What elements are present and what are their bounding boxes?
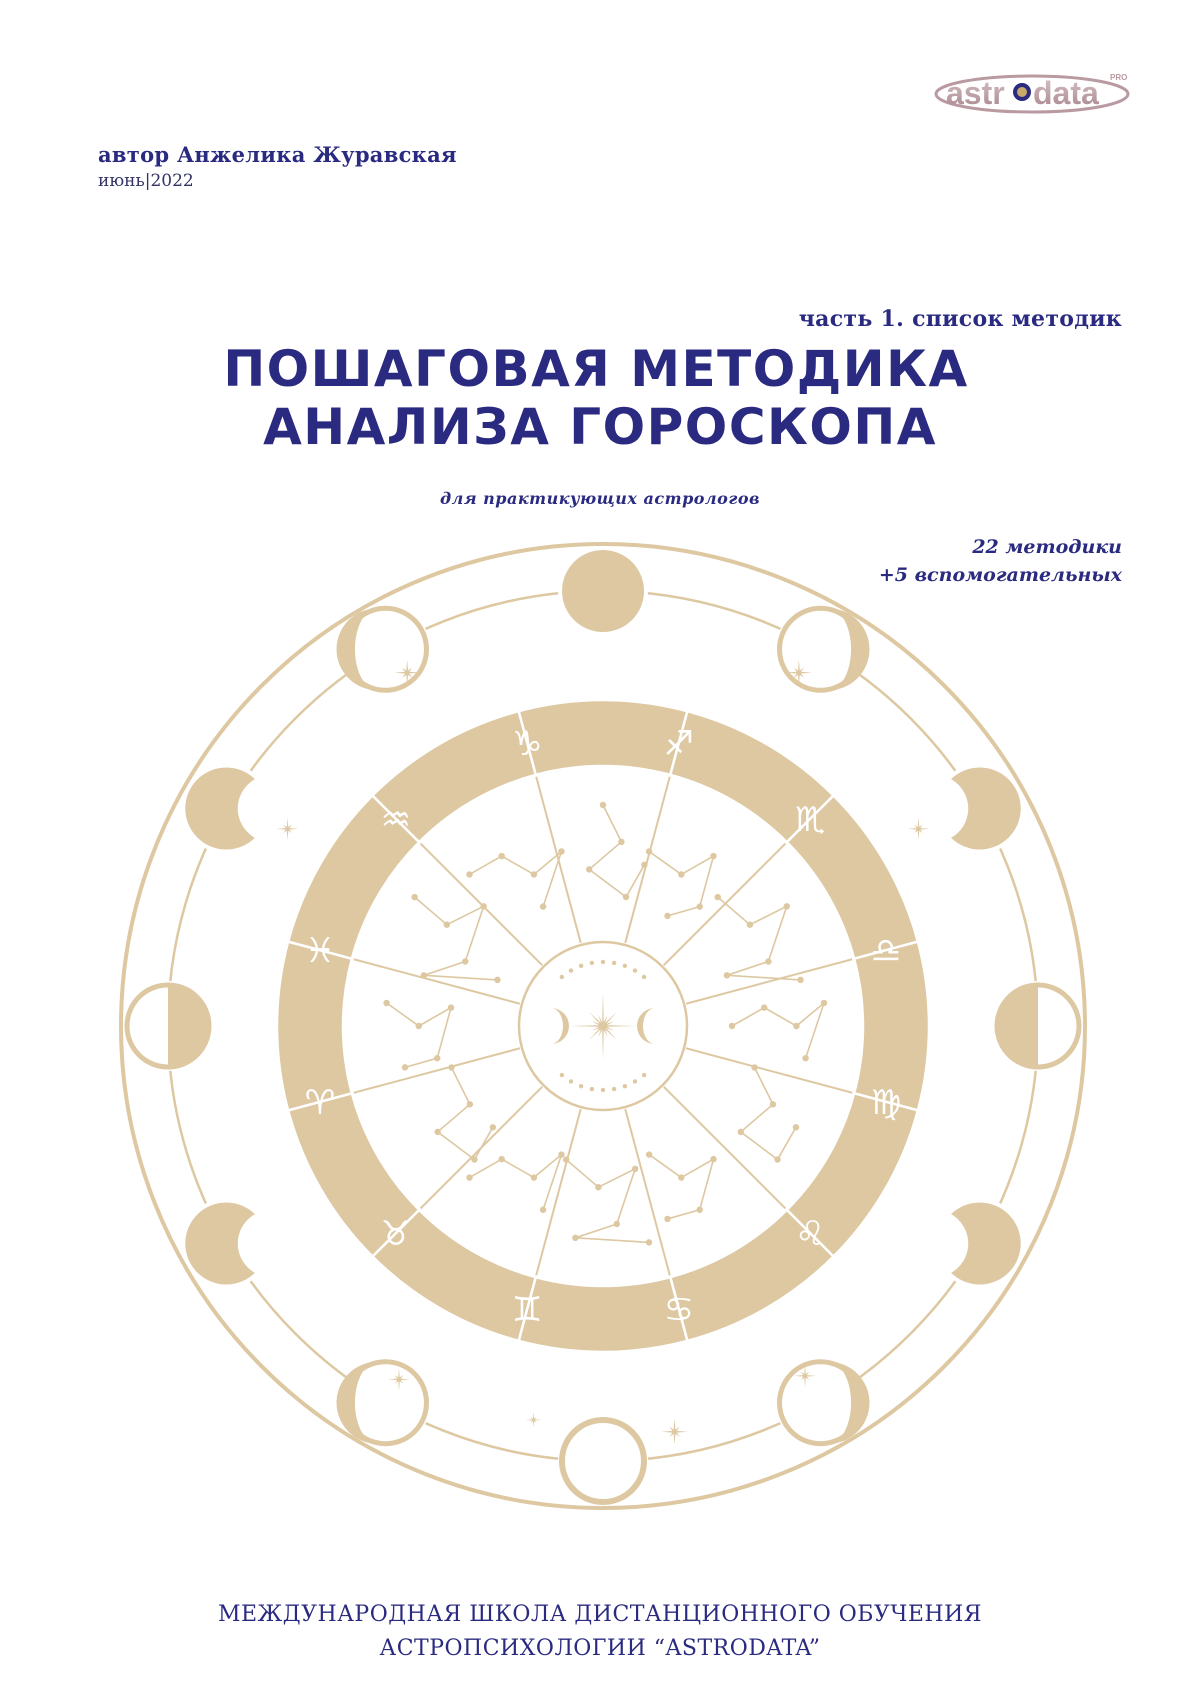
moon-phase-icon: [181, 764, 305, 854]
crescent-icon: [551, 1008, 569, 1044]
dot: [579, 1084, 583, 1088]
dot: [612, 961, 616, 965]
zodiac-sign-icon: ♈︎: [304, 1082, 336, 1123]
dot: [569, 968, 573, 972]
moon-phase-icon: [776, 604, 870, 694]
dot: [601, 1088, 605, 1092]
house-spoke: [686, 1048, 852, 1093]
dot: [623, 964, 627, 968]
zodiac-sign-icon: ♑︎: [511, 723, 543, 764]
dot: [633, 968, 637, 972]
part-label: часть 1. список методик: [798, 306, 1122, 332]
logo-text-astro: astr: [946, 75, 1005, 111]
author-line: автор Анжелика Журавская: [98, 142, 457, 167]
document-title: [0, 340, 1200, 456]
publication-date: июнь|2022: [98, 171, 194, 191]
constellation-icon: [646, 1151, 717, 1222]
house-spoke: [536, 1109, 581, 1275]
astrodata-logo-graphic: [932, 64, 1132, 130]
astrodata-logo: [932, 64, 1132, 130]
moon-phase-icon: [558, 1416, 648, 1506]
footer-line-1: МЕЖДУНАРОДНАЯ ШКОЛА ДИСТАНЦИОННОГО ОБУЧЕНИЯ: [217, 1602, 983, 1627]
zodiac-segment: [519, 700, 688, 775]
zodiac-sign-icon: ♊︎: [511, 1290, 543, 1331]
constellation-icon: [563, 1156, 652, 1245]
constellation-icon: [729, 1000, 827, 1062]
dot: [569, 1079, 573, 1083]
title-line-1: ПОШАГОВАЯ МЕТОДИКА: [223, 340, 969, 398]
center-emblem: [551, 960, 655, 1092]
house-spoke: [664, 1087, 786, 1209]
dot: [590, 961, 594, 965]
constellation-icon: [738, 1064, 800, 1162]
zodiac-sign-icon: ♐︎: [663, 723, 695, 764]
dot: [642, 1073, 646, 1077]
footer-line-2: АСТРОПСИХОЛОГИИ “ASTRODATA”: [379, 1636, 821, 1661]
zodiac-sign-icon: ♏︎: [794, 799, 826, 840]
zodiac-sign-icon: ♋︎: [663, 1290, 695, 1331]
constellation-icon: [466, 1151, 564, 1213]
moon-phase-icon: [123, 981, 213, 1071]
house-spoke: [686, 959, 852, 1004]
star-icon: [662, 1419, 688, 1445]
star-icon: [526, 1412, 542, 1428]
dot: [633, 1079, 637, 1083]
logo-text-pro: PRO: [1110, 73, 1128, 82]
zodiac-sign-icon: ♍︎: [870, 1082, 902, 1123]
zodiac-sign-icon: ♓︎: [304, 931, 336, 972]
center-star-icon: [569, 992, 637, 1060]
count-line-1: 22 методики: [972, 536, 1122, 558]
moon-phase-icon: [558, 546, 648, 636]
constellation-icon: [383, 1000, 454, 1071]
constellation-icon: [411, 894, 500, 983]
constellation-icon: [646, 848, 717, 919]
moon-phase-icon: [901, 764, 1025, 854]
sun-icon: [1013, 83, 1031, 101]
moon-phase-icon: [776, 1358, 870, 1448]
subtitle: для практикующих астрологов: [440, 489, 760, 508]
moon-phase-icon: [181, 1199, 305, 1289]
house-spoke: [625, 777, 670, 943]
house-spoke: [354, 1048, 520, 1093]
zodiac-segment: [519, 1277, 688, 1352]
dot: [560, 975, 564, 979]
dot: [623, 1084, 627, 1088]
dot: [642, 975, 646, 979]
school-footer: [0, 1598, 1200, 1666]
moon-phase-icon: [337, 604, 431, 694]
constellation-icon: [586, 802, 648, 900]
constellation-icon: [466, 848, 564, 910]
crescent-icon: [637, 1008, 655, 1044]
constellation-icon: [434, 1064, 496, 1162]
zodiac-sign-icon: ♌︎: [794, 1214, 826, 1255]
constellation-icon: [715, 894, 804, 983]
dot: [601, 960, 605, 964]
dot: [590, 1087, 594, 1091]
dot: [579, 964, 583, 968]
zodiac-sign-icon: ♒︎: [380, 799, 412, 840]
house-spoke: [625, 1109, 670, 1275]
dot: [560, 1073, 564, 1077]
zodiac-sign-icon: ♎︎: [870, 931, 902, 972]
title-line-2: АНАЛИЗА ГОРОСКОПА: [263, 398, 937, 456]
count-line-2: +5 вспомогательных: [878, 564, 1122, 586]
moon-phase-icon: [993, 981, 1083, 1071]
zodiac-sign-icon: ♉︎: [380, 1214, 412, 1255]
zodiac-wheel-illustration: [118, 541, 1088, 1511]
logo-text-data: data: [1033, 75, 1099, 111]
dot: [612, 1087, 616, 1091]
moon-phase-icon: [901, 1199, 1025, 1289]
moon-phase-icon: [337, 1358, 431, 1448]
house-spoke: [664, 844, 786, 966]
